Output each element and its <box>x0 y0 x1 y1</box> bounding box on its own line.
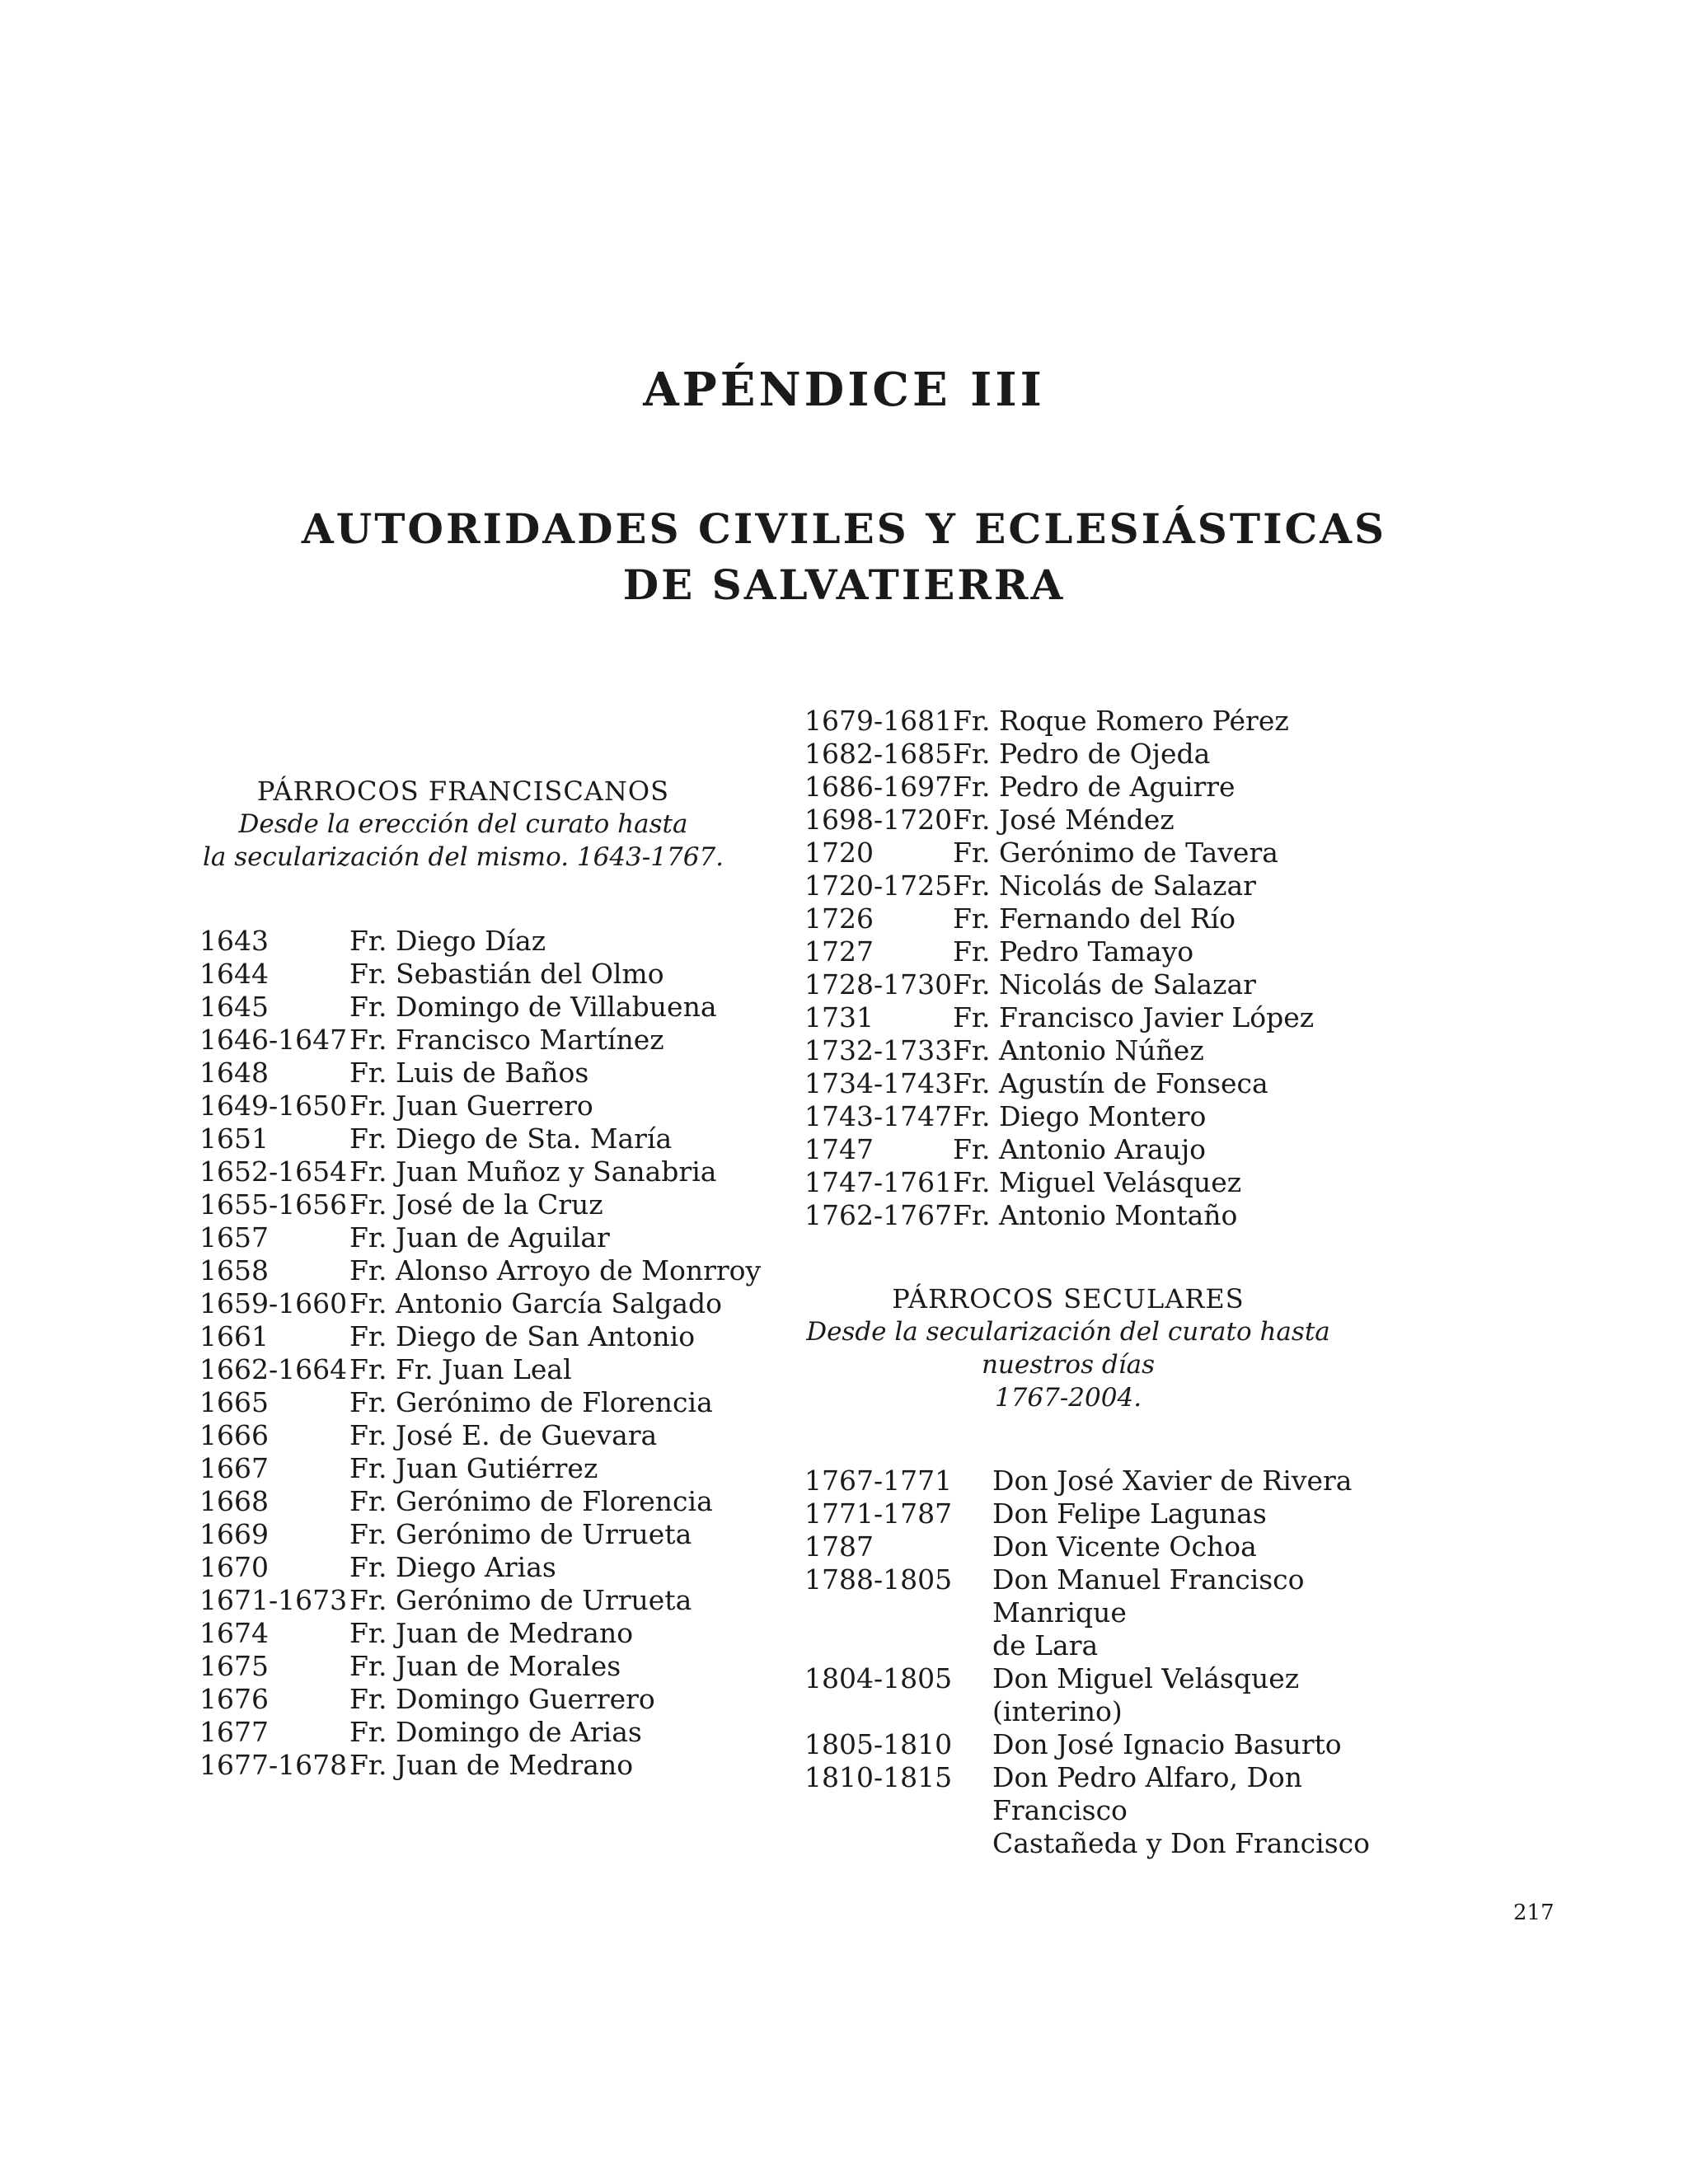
list-item-years: 1646-1647 <box>199 1024 348 1056</box>
list-item <box>199 1749 776 1782</box>
seculares-list <box>804 1465 1431 1860</box>
list-item <box>199 1155 776 1188</box>
list-item-years: 1644 <box>199 958 269 990</box>
list-item-name: Fr. Roque Romero Pérez <box>953 705 1289 737</box>
list-item <box>804 1563 1431 1662</box>
list-item-years: 1655-1656 <box>199 1188 348 1221</box>
list-item <box>199 991 776 1024</box>
list-item-name: Fr. Nicolás de Salazar <box>953 869 1256 902</box>
list-item-name: Fr. Juan Guerrero <box>349 1090 593 1122</box>
list-item <box>199 1683 776 1716</box>
list-item <box>804 1034 1348 1067</box>
list-item-years: 1810-1815 <box>804 1761 953 1793</box>
main-title <box>0 501 1688 613</box>
section-title: PÁRROCOS SECULARES <box>892 1283 1245 1315</box>
section-subtitle-line-3: 1767-2004. <box>994 1383 1142 1413</box>
list-item-years: 1662-1664 <box>199 1353 348 1385</box>
list-item-years: 1658 <box>199 1254 269 1286</box>
list-item <box>199 1551 776 1584</box>
list-item <box>804 1761 1431 1860</box>
list-item <box>199 1057 776 1090</box>
list-item-years: 1651 <box>199 1122 269 1155</box>
list-item-years: 1659-1660 <box>199 1287 348 1319</box>
list-item <box>804 837 1348 869</box>
list-item-name-line: Don Felipe Lagunas <box>992 1497 1267 1530</box>
list-item <box>199 1617 776 1650</box>
list-item <box>804 1465 1431 1497</box>
list-item-name: Fr. Domingo Guerrero <box>349 1683 655 1715</box>
list-item-name: Fr. Gerónimo de Urrueta <box>349 1584 692 1616</box>
list-item-name: Fr. Francisco Javier López <box>953 1001 1315 1033</box>
list-item-years: 1676 <box>199 1683 269 1715</box>
list-item-years: 1671-1673 <box>199 1584 348 1616</box>
list-item-years: 1804-1805 <box>804 1662 953 1694</box>
main-title-line-1: AUTORIDADES CIVILES Y ECLESIÁSTICAS <box>301 504 1387 553</box>
list-item-name: Fr. Gerónimo de Florencia <box>349 1485 713 1517</box>
list-item-name: Fr. Antonio García Salgado <box>349 1287 723 1319</box>
list-item-name: Fr. Miguel Velásquez <box>953 1166 1242 1198</box>
list-item-name: Fr. Sebastián del Olmo <box>349 958 664 990</box>
list-item-name: Fr. José Méndez <box>953 804 1175 836</box>
list-item-years: 1762-1767 <box>804 1199 953 1231</box>
list-item-years: 1726 <box>804 902 874 935</box>
list-item-name: Fr. Juan de Medrano <box>349 1749 634 1781</box>
list-item-name: Fr. Diego Arias <box>349 1551 556 1583</box>
section-subtitle-line-2: la secularización del mismo. 1643-1767. <box>202 842 724 872</box>
section-franciscanos-heading <box>199 775 727 874</box>
list-item <box>199 925 776 958</box>
list-item-name-line: Don Miguel Velásquez (interino) <box>992 1662 1300 1727</box>
list-item-years: 1805-1810 <box>804 1728 953 1760</box>
list-item-years: 1657 <box>199 1221 269 1254</box>
list-item-years: 1734-1743 <box>804 1067 953 1099</box>
list-item <box>199 1221 776 1254</box>
list-item-name <box>992 1497 1431 1530</box>
list-item-name <box>992 1465 1431 1497</box>
list-item-name <box>992 1728 1431 1761</box>
section-subtitle-line-1: Desde la erección del curato hasta <box>238 809 688 839</box>
list-item-years: 1767-1771 <box>804 1465 953 1497</box>
list-item-name: Fr. Pedro de Aguirre <box>953 771 1236 803</box>
list-item <box>199 1090 776 1122</box>
list-item-years: 1686-1697 <box>804 771 953 803</box>
main-title-line-2: DE SALVATIERRA <box>622 560 1066 609</box>
list-item <box>199 1024 776 1057</box>
list-item <box>804 1067 1348 1100</box>
list-item-name <box>992 1761 1431 1860</box>
list-item-name: Fr. Domingo de Villabuena <box>349 991 717 1023</box>
list-item <box>804 968 1348 1001</box>
list-item <box>199 1254 776 1287</box>
list-item-years: 1727 <box>804 935 874 968</box>
list-item-years: 1720-1725 <box>804 869 953 902</box>
list-item <box>804 771 1348 804</box>
franciscanos-list-continued <box>804 705 1348 1232</box>
list-item-name: Fr. Gerónimo de Urrueta <box>349 1518 692 1550</box>
list-item-years: 1679-1681 <box>804 705 953 737</box>
list-item-name: Fr. Gerónimo de Tavera <box>953 837 1278 869</box>
list-item-name: Fr. Diego Díaz <box>349 925 546 957</box>
list-item <box>199 1353 776 1386</box>
list-item-years: 1648 <box>199 1057 269 1089</box>
list-item-name-line: Don Pedro Alfaro, Don Francisco <box>992 1761 1303 1826</box>
list-item-years: 1667 <box>199 1452 269 1484</box>
list-item-name: Fr. Agustín de Fonseca <box>953 1067 1268 1099</box>
section-subtitle-line-2: nuestros días <box>981 1350 1156 1380</box>
list-item-years: 1731 <box>804 1001 874 1033</box>
list-item-name: Fr. Juan de Morales <box>349 1650 621 1682</box>
list-item-name: Fr. José E. de Guevara <box>349 1419 658 1451</box>
list-item-years: 1743-1747 <box>804 1100 953 1132</box>
list-item-name: Fr. José de la Cruz <box>349 1188 603 1221</box>
list-item <box>199 1287 776 1320</box>
list-item-years: 1677-1678 <box>199 1749 348 1781</box>
list-item-name-line: Don Vicente Ochoa <box>992 1530 1257 1563</box>
list-item-years: 1732-1733 <box>804 1034 953 1066</box>
list-item <box>804 1497 1431 1530</box>
list-item-years: 1645 <box>199 991 269 1023</box>
list-item <box>804 1100 1348 1133</box>
list-item <box>199 1716 776 1749</box>
list-item <box>804 1662 1431 1728</box>
list-item-name: Fr. Juan Gutiérrez <box>349 1452 598 1484</box>
list-item-years: 1747-1761 <box>804 1166 953 1198</box>
list-item-name: Fr. Antonio Núñez <box>953 1034 1204 1066</box>
section-title: PÁRROCOS FRANCISCANOS <box>256 776 670 807</box>
list-item-name-line: de Lara <box>992 1629 1099 1661</box>
list-item-name: Fr. Juan de Medrano <box>349 1617 634 1649</box>
list-item-name: Fr. Pedro Tamayo <box>953 935 1194 968</box>
list-item <box>199 958 776 991</box>
list-item <box>804 1166 1348 1199</box>
list-item <box>199 1419 776 1452</box>
list-item <box>199 1188 776 1221</box>
list-item-name: Fr. Nicolás de Salazar <box>953 968 1256 1001</box>
list-item-name <box>992 1563 1431 1662</box>
list-item-years: 1720 <box>804 837 874 869</box>
list-item <box>804 1001 1348 1034</box>
list-item <box>804 1199 1348 1232</box>
list-item <box>199 1452 776 1485</box>
list-item-name <box>992 1662 1431 1728</box>
list-item <box>199 1386 776 1419</box>
list-item-years: 1670 <box>199 1551 269 1583</box>
list-item-name <box>992 1530 1431 1563</box>
list-item <box>804 804 1348 837</box>
list-item <box>804 1133 1348 1166</box>
list-item-years: 1728-1730 <box>804 968 953 1001</box>
list-item-years: 1649-1650 <box>199 1090 348 1122</box>
franciscanos-list <box>199 925 776 1782</box>
list-item <box>199 1518 776 1551</box>
list-item-name-line: Don José Xavier de Rivera <box>992 1465 1353 1497</box>
list-item-name: Fr. Juan Muñoz y Sanabria <box>349 1155 717 1188</box>
list-item-name: Fr. Alonso Arroyo de Monrroy <box>349 1254 762 1286</box>
section-seculares-heading <box>804 1282 1332 1414</box>
list-item <box>199 1485 776 1518</box>
list-item <box>804 1728 1431 1761</box>
list-item-years: 1669 <box>199 1518 269 1550</box>
list-item-years: 1674 <box>199 1617 269 1649</box>
list-item <box>804 705 1348 738</box>
list-item-years: 1771-1787 <box>804 1497 953 1530</box>
list-item-name: Fr. Gerónimo de Florencia <box>349 1386 713 1418</box>
list-item-name-line: Don Manuel Francisco Manrique <box>992 1563 1305 1629</box>
section-subtitle-line-1: Desde la secularización del curato hasta <box>806 1317 1330 1347</box>
list-item-years: 1661 <box>199 1320 269 1352</box>
list-item-name-line: Castañeda y Don Francisco <box>992 1827 1370 1859</box>
appendix-title: APÉNDICE III <box>643 363 1045 417</box>
list-item-years: 1788-1805 <box>804 1563 953 1596</box>
page-number: 217 <box>1513 1900 1554 1925</box>
list-item-name: Fr. Pedro de Ojeda <box>953 738 1211 770</box>
list-item-years: 1698-1720 <box>804 804 953 836</box>
list-item-name: Fr. Domingo de Arias <box>349 1716 642 1748</box>
list-item-years: 1682-1685 <box>804 738 953 770</box>
list-item-name-line: Don José Ignacio Basurto <box>992 1728 1342 1760</box>
list-item-name: Fr. Diego Montero <box>953 1100 1207 1132</box>
list-item-years: 1668 <box>199 1485 269 1517</box>
list-item <box>199 1584 776 1617</box>
list-item-years: 1665 <box>199 1386 269 1418</box>
list-item <box>199 1650 776 1683</box>
list-item-years: 1747 <box>804 1133 874 1165</box>
list-item-name: Fr. Juan de Aguilar <box>349 1221 610 1254</box>
list-item <box>804 902 1348 935</box>
list-item-name: Fr. Antonio Araujo <box>953 1133 1207 1165</box>
list-item <box>804 869 1348 902</box>
list-item-name: Fr. Diego de Sta. María <box>349 1122 673 1155</box>
list-item-name: Fr. Francisco Martínez <box>349 1024 664 1056</box>
list-item-name: Fr. Fernando del Río <box>953 902 1236 935</box>
list-item-name: Fr. Fr. Juan Leal <box>349 1353 572 1385</box>
list-item-years: 1677 <box>199 1716 269 1748</box>
list-item <box>804 935 1348 968</box>
list-item-years: 1787 <box>804 1530 874 1563</box>
list-item <box>199 1122 776 1155</box>
list-item-name: Fr. Diego de San Antonio <box>349 1320 696 1352</box>
list-item <box>804 1530 1431 1563</box>
list-item-years: 1666 <box>199 1419 269 1451</box>
list-item-name: Fr. Luis de Baños <box>349 1057 589 1089</box>
list-item-name: Fr. Antonio Montaño <box>953 1199 1238 1231</box>
list-item-years: 1675 <box>199 1650 269 1682</box>
list-item-years: 1643 <box>199 925 269 957</box>
list-item <box>199 1320 776 1353</box>
list-item-years: 1652-1654 <box>199 1155 348 1188</box>
list-item <box>804 738 1348 771</box>
